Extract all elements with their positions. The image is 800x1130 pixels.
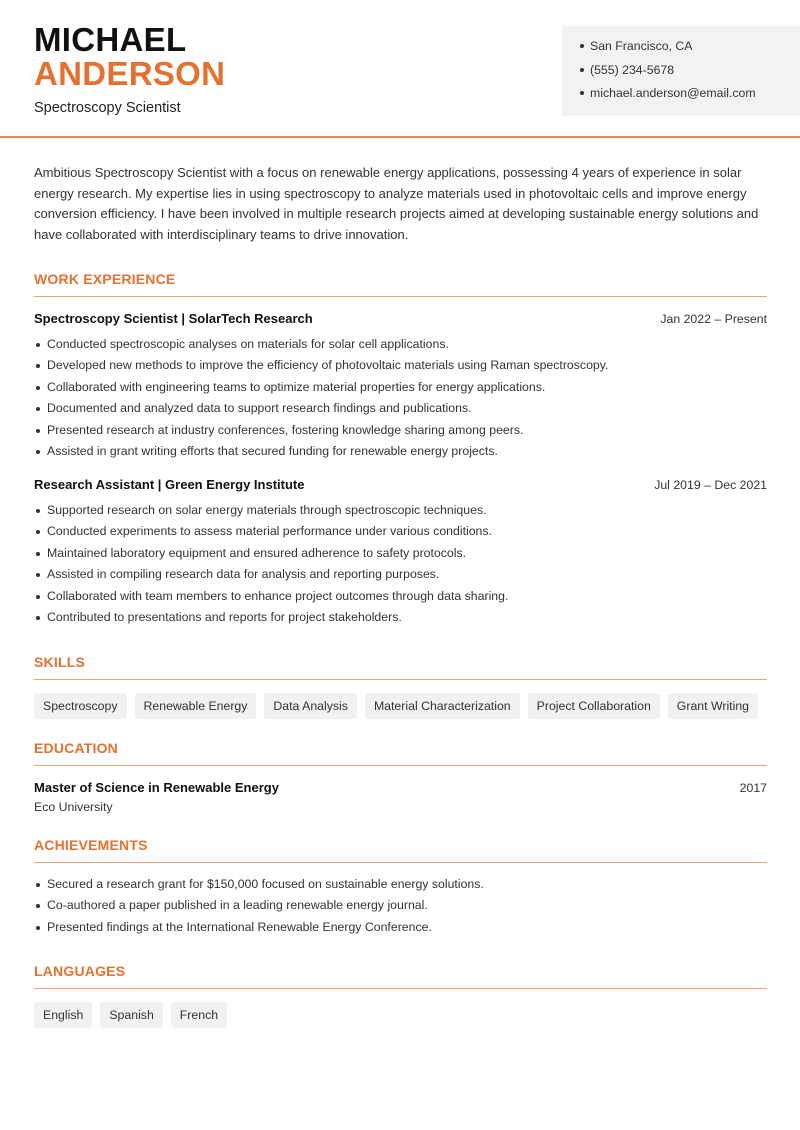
skills-tags: [34, 693, 767, 719]
section-title: LANGUAGES: [34, 963, 767, 989]
job-position: Spectroscopy Scientist | SolarTech Research: [34, 310, 313, 326]
section-title: WORK EXPERIENCE: [34, 271, 767, 297]
skill-tag: Renewable Energy: [135, 693, 257, 719]
section-title: SKILLS: [34, 654, 767, 680]
list-item: Assisted in grant writing efforts that secured funding for renewable energy projects.: [34, 441, 767, 463]
list-item: Co-authored a paper published in a leading renewable energy journal.: [34, 895, 767, 917]
language-tag: English: [34, 1002, 92, 1028]
list-item: Collaborated with team members to enhance project outcomes through data sharing.: [34, 586, 767, 608]
achievement-list: [34, 874, 767, 939]
degree: Master of Science in Renewable Energy: [34, 779, 279, 795]
achievements-section: [34, 837, 767, 939]
list-item: Documented and analyzed data to support research findings and publications.: [34, 398, 767, 420]
skill-tag: Spectroscopy: [34, 693, 127, 719]
languages-section: [34, 963, 767, 1028]
skill-tag: Material Characterization: [365, 693, 520, 719]
list-item: Assisted in compiling research data for analysis and reporting purposes.: [34, 564, 767, 586]
candidate-name: [34, 23, 225, 91]
last-name: ANDERSON: [34, 55, 226, 92]
skill-tag: Data Analysis: [264, 693, 357, 719]
summary-text: Ambitious Spectroscopy Scientist with a focus on renewable energy applications, possessing 4 years of experience in solar energy research. My expertise lies in using spectroscopy to analyze materials used in photovoltaic cells and improve energy conversion efficiency. I have been involved in multiple research projects aimed at developing sustainable energy solutions and have collaborated with interdisciplinary teams to drive innovation.: [34, 165, 759, 243]
work-experience-section: [34, 271, 767, 629]
language-tag: Spanish: [100, 1002, 162, 1028]
contact-phone: (555) 234-5678: [580, 62, 800, 86]
job-header: [34, 311, 767, 326]
job-position: Research Assistant | Green Energy Institute: [34, 476, 305, 492]
list-item: Collaborated with engineering teams to optimize material properties for energy applications.: [34, 377, 767, 399]
skills-section: [34, 654, 767, 719]
education-section: [34, 740, 767, 814]
contact-list: [562, 26, 800, 109]
list-item: Conducted experiments to assess material performance under various conditions.: [34, 521, 767, 543]
skill-tag: Grant Writing: [668, 693, 758, 719]
language-tag: French: [171, 1002, 227, 1028]
list-item: Contributed to presentations and reports for project stakeholders.: [34, 607, 767, 629]
school-name: Eco University: [34, 799, 113, 814]
list-item: Developed new methods to improve the efficiency of photovoltaic materials using Raman spectroscopy.: [34, 355, 767, 377]
list-item: Presented research at industry conferences, fostering knowledge sharing among peers.: [34, 420, 767, 442]
resume-header: [0, 0, 800, 138]
education-header: [34, 780, 767, 795]
contact-email: michael.anderson@email.com: [580, 85, 800, 109]
resume-body: [34, 163, 767, 1028]
job-bullets: [34, 500, 767, 629]
job-title: Spectroscopy Scientist: [34, 100, 181, 116]
list-item: Maintained laboratory equipment and ensured adherence to safety protocols.: [34, 543, 767, 565]
contact-box: [562, 26, 800, 116]
job-dates: Jan 2022 – Present: [660, 311, 767, 326]
section-title: ACHIEVEMENTS: [34, 837, 767, 863]
list-item: Presented findings at the International Renewable Energy Conference.: [34, 917, 767, 939]
graduation-year: 2017: [739, 780, 767, 795]
list-item: Conducted spectroscopic analyses on materials for solar cell applications.: [34, 334, 767, 356]
contact-location: San Francisco, CA: [580, 38, 800, 62]
job-bullets: [34, 334, 767, 463]
first-name: MICHAEL: [34, 21, 187, 58]
skill-tag: Project Collaboration: [528, 693, 660, 719]
section-title: EDUCATION: [34, 740, 767, 766]
language-tags: [34, 1002, 767, 1028]
job-dates: Jul 2019 – Dec 2021: [654, 477, 767, 492]
list-item: Secured a research grant for $150,000 focused on sustainable energy solutions.: [34, 874, 767, 896]
list-item: Supported research on solar energy materials through spectroscopic techniques.: [34, 500, 767, 522]
job-header: [34, 477, 767, 492]
